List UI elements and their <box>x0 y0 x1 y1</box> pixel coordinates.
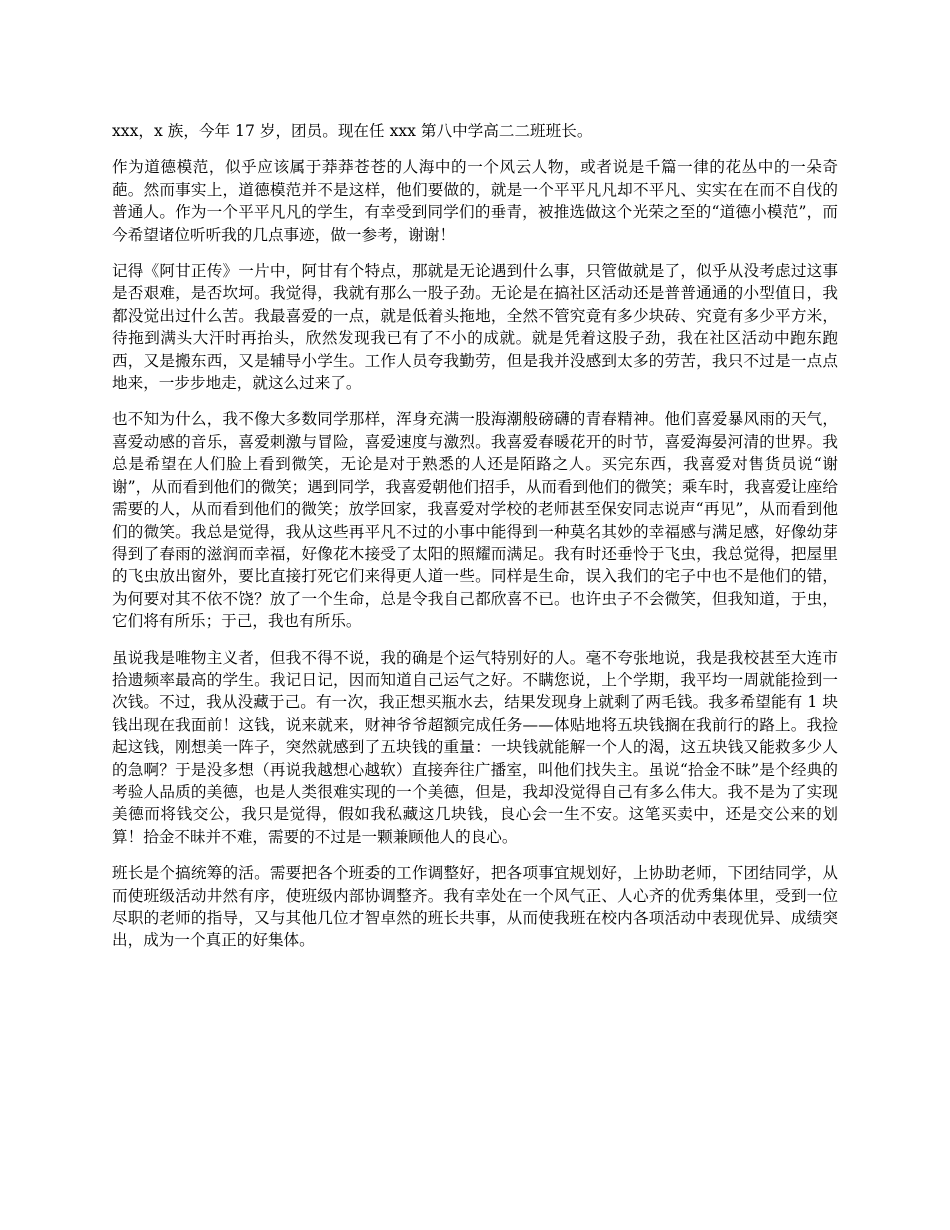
paragraph-moral-model: 作为道德模范，似乎应该属于莽莽苍苍的人海中的一个风云人物，或者说是千篇一律的花丛中的一朵奇葩。然而事实上，道德模范并不是这样，他们要做的，就是一个平平凡凡却不平凡、实实在在而不自伐的普通人。作为一个平平凡凡的学生，有幸受到同学们的垂青，被推选做这个光荣之至的“道德小模范”，而今希望诸位听听我的几点事迹，做一参考，谢谢！ <box>112 158 838 244</box>
paragraph-found-money: 虽说我是唯物主义者，但我不得不说，我的确是个运气特别好的人。毫不夸张地说，我是我校甚至大连市拾遗频率最高的学生。我记日记，因而知道自己运气之好。不瞒您说，上个学期，我平均一周就能捡到一次钱。不过，我从没藏于己。有一次，我正想买瓶水去，结果发现身上就剩了两毛钱。我多希望能有 1 块钱出现在我面前！这钱，说来就来，财神爷爷超额完成任务——体贴地将五块钱搁在我前行的路上。我捡起这钱，刚想美一阵子，突然就感到了五块钱的重量：一块钱就能解一个人的渴，这五块钱又能救多少人的急啊？于是没多想（再说我越想心越软）直接奔往广播室，叫他们找失主。虽说“拾金不昧”是个经典的考验人品质的美德，也是人类很难实现的一个美德，但是，我却没觉得自己有多么伟大。我不是为了实现美德而将钱交公，我只是觉得，假如我私藏这几块钱，良心会一生不安。这笔买卖中，还是交公来的划算！拾金不昧并不难，需要的不过是一颗兼顾他人的良心。 <box>112 648 838 846</box>
paragraph-class-monitor: 班长是个搞统筹的活。需要把各个班委的工作调整好，把各项事宜规划好，上协助老师，下团结同学，从而使班级活动井然有序，使班级内部协调整齐。我有幸处在一个风气正、人心齐的优秀集体里，受到一位尽职的老师的指导，又与其他几位才智卓然的班长共事，从而使我班在校内各项活动中表现优异、成绩突出，成为一个真正的好集体。 <box>112 864 838 950</box>
document-body <box>112 120 838 966</box>
paragraph-smiles: 也不知为什么，我不像大多数同学那样，浑身充满一股海潮般磅礴的青春精神。他们喜爱暴风雨的天气，喜爱动感的音乐，喜爱刺激与冒险，喜爱速度与激烈。我喜爱春暖花开的时节，喜爱海晏河清的世界。我总是希望在人们脸上看到微笑，无论是对于熟悉的人还是陌路之人。买完东西，我喜爱对售货员说“谢谢”，从而看到他们的微笑；遇到同学，我喜爱朝他们招手，从而看到他们的微笑；乘车时，我喜爱让座给需要的人，从而看到他们的微笑；放学回家，我喜爱对学校的老师甚至保安同志说声“再见”，从而看到他们的微笑。我总是觉得，我从这些再平凡不过的小事中能得到一种莫名其妙的幸福感与满足感，好像幼芽得到了春雨的滋润而幸福，好像花木接受了太阳的照耀而满足。我有时还垂怜于飞虫，我总觉得，把屋里的飞虫放出窗外，要比直接打死它们来得更人道一些。同样是生命，误入我们的宅子中也不是他们的错，为何要对其不依不饶？放了一个生命，总是令我自己都欣喜不已。也许虫子不会微笑，但我知道，于虫，它们将有所乐；于己，我也有所乐。 <box>112 410 838 631</box>
paragraph-forrest-gump: 记得《阿甘正传》一片中，阿甘有个特点，那就是无论遇到什么事，只管做就是了，似乎从没考虑过这事是否艰难，是否坎坷。我觉得，我就有那么一股子劲。无论是在搞社区活动还是普普通通的小型值日，我都没觉出过什么苦。我最喜爱的一点，就是低着头拖地，全然不管究竟有多少块砖、究竟有多少平方米，待拖到满头大汗时再抬头，欣然发现我已有了不小的成就。就是凭着这股子劲，我在社区活动中跑东跑西，又是搬东西，又是辅导小学生。工作人员夸我勤劳，但是我并没感到太多的劳苦，我只不过是一点点地来，一步步地走，就这么过来了。 <box>112 262 838 393</box>
paragraph-intro: xxx，x 族，今年 17 岁，团员。现在任 xxx 第八中学高二二班班长。 <box>112 122 593 140</box>
